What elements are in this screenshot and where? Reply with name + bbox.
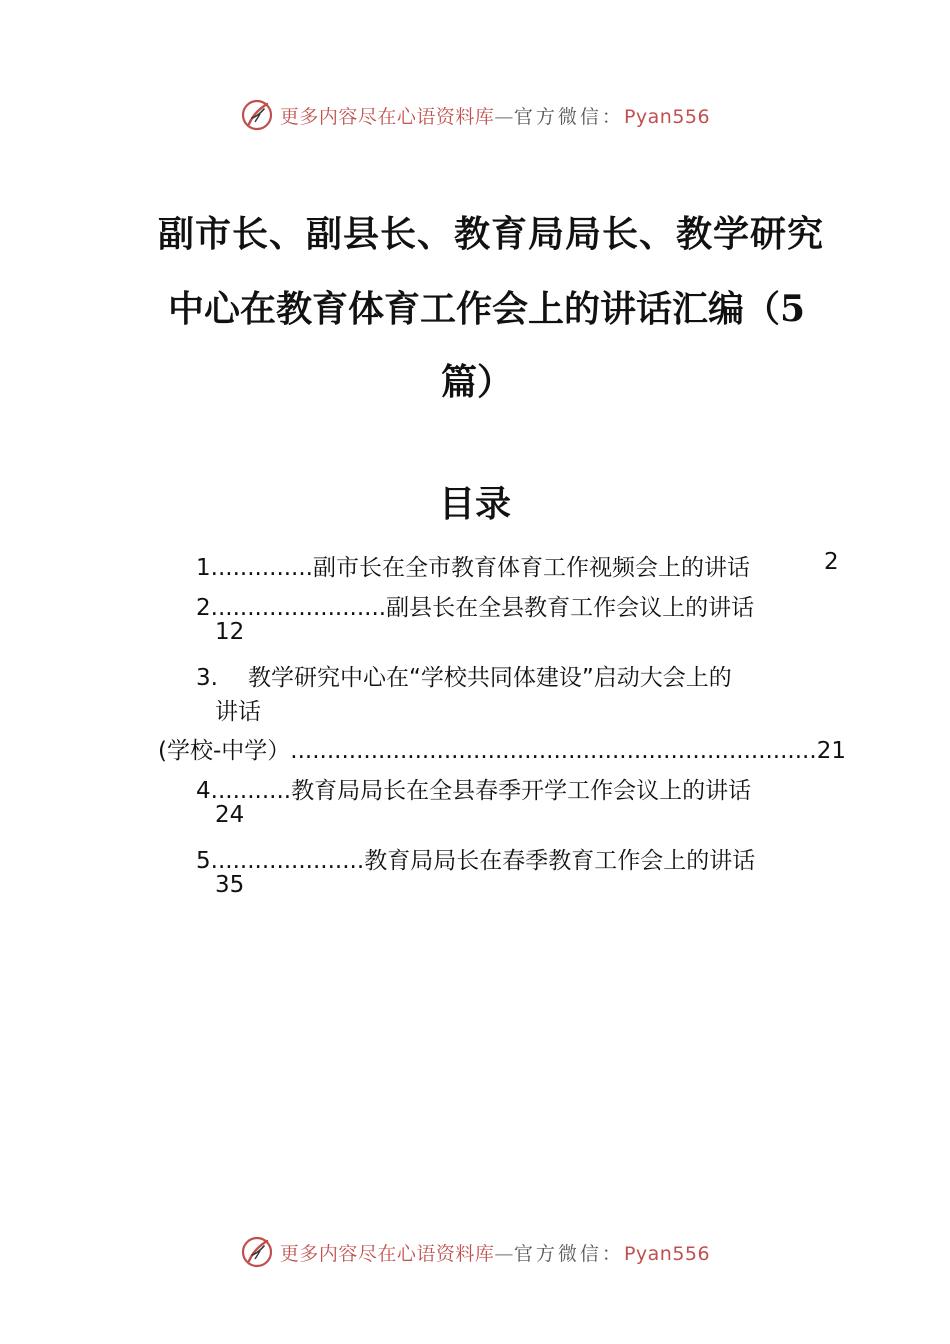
toc-entry-number: 1 <box>196 555 211 581</box>
toc-page-number-4: 24 <box>215 802 245 828</box>
watermark-id: Pyan556 <box>623 105 711 128</box>
toc-entry-number: 2 <box>196 595 211 621</box>
document-title-line-1: 副市长、副县长、教育局局长、教学研究 <box>158 213 825 255</box>
toc-entry-4[interactable] <box>196 772 751 805</box>
document-title-line-3: 篇） <box>441 361 514 403</box>
toc-entry-5[interactable] <box>196 842 755 875</box>
toc-leader-dots: ........... <box>210 778 292 804</box>
toc-entry-3[interactable] <box>196 659 732 692</box>
toc-entry-subtitle-text: (学校-中学） <box>158 738 291 764</box>
watermark-sep: ： <box>601 1242 624 1265</box>
watermark-id: Pyan556 <box>623 1242 711 1265</box>
toc-page-number-2: 12 <box>215 619 245 645</box>
watermark-text <box>280 1239 710 1266</box>
toc-leader-dots: ........................ <box>210 595 387 621</box>
toc-entry-1[interactable] <box>196 549 750 582</box>
footer-watermark <box>0 1232 950 1272</box>
watermark-sep: ： <box>601 105 624 128</box>
toc-entry-number: 5 <box>196 848 211 874</box>
toc-entry-number: 4 <box>196 778 211 804</box>
toc-entry-3-continued: 讲话 <box>215 699 261 725</box>
watermark-dash: — <box>494 1242 514 1265</box>
toc-entry-number: 3. <box>196 665 218 691</box>
toc-entry-title: 副市长在全市教育体育工作视频会上的讲话 <box>313 555 750 581</box>
toc-page-number-1: 2 <box>824 549 839 575</box>
header-watermark <box>0 95 950 135</box>
quill-logo-icon <box>240 98 274 132</box>
quill-logo-icon <box>240 1235 274 1269</box>
watermark-label: 官方微信 <box>513 1242 602 1265</box>
toc-entry-title: 教育局局长在春季教育工作会上的讲话 <box>364 848 756 874</box>
toc-entry-2[interactable] <box>196 589 754 622</box>
toc-entry-3-subtitle <box>158 732 846 765</box>
document-title-line-2: 中心在教育体育工作会上的讲话汇编（5 <box>168 288 806 330</box>
toc-entry-title: 副县长在全县教育工作会议上的讲话 <box>386 595 755 621</box>
watermark-brand: 更多内容尽在心语资料库 <box>279 1242 495 1265</box>
toc-page-number-3: 21 <box>816 738 846 764</box>
watermark-label: 官方微信 <box>513 105 602 128</box>
watermark-brand: 更多内容尽在心语资料库 <box>279 105 495 128</box>
watermark-text <box>280 102 710 129</box>
toc-leader-dots: ........................................................................ <box>290 738 817 764</box>
toc-leader-dots: ..................... <box>210 848 365 874</box>
toc-heading: 目录 <box>438 483 511 525</box>
watermark-dash: — <box>494 105 514 128</box>
toc-page-number-5: 35 <box>215 872 245 898</box>
toc-entry-title: 教育局局长在全县春季开学工作会议上的讲话 <box>291 778 752 804</box>
toc-leader-dots: .............. <box>210 555 313 581</box>
toc-entry-title: 教学研究中心在“学校共同体建设”启动大会上的 <box>247 665 732 691</box>
